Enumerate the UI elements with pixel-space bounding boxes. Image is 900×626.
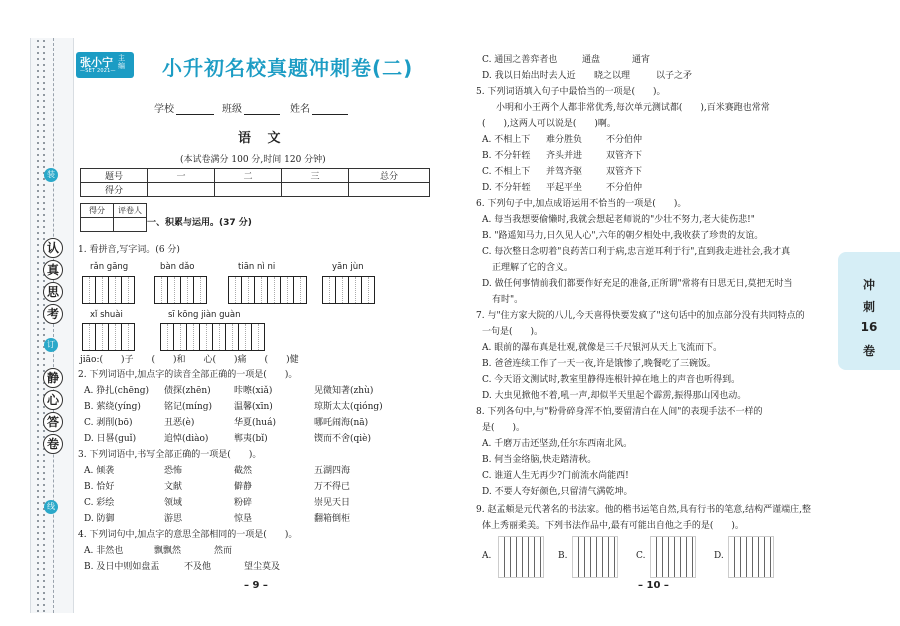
page-number: – 10 – [638, 580, 669, 591]
option-cell: C. 彩绘 [84, 498, 115, 508]
question-stem: 7. 与"住方家大院的八儿,今天喜得快要发疯了"这句话中的加点部分没有共同特点的 [476, 311, 805, 321]
binding-char: 心 [43, 390, 63, 410]
option-cell: C. 通国之善弈者也 [482, 55, 558, 65]
option-cell: 锲而不舍(qiè) [314, 434, 371, 444]
class-field[interactable] [222, 100, 280, 115]
question-stem: 2. 下列词语中,加点字的读音全部正确的一项是( )。 [78, 370, 298, 380]
pinyin-label: rǎn gāng [90, 262, 129, 272]
score-cell[interactable] [282, 183, 349, 197]
option-cell: A. 不相上下 [482, 135, 531, 145]
question-stem: 4. 下列词句中,加点字的意思全部相同的一项是( )。 [78, 530, 298, 540]
question-stem: 1. 看拼音,写字词。(6 分) [78, 245, 180, 255]
grader-label: 得分 [81, 204, 114, 218]
right-page [452, 0, 900, 626]
class-label: 班级 [222, 104, 242, 115]
question-line: 一句是( )。 [482, 327, 544, 337]
question-stem: 6. 下列句子中,加点成语运用不恰当的一项是( )。 [476, 199, 687, 209]
writing-grid[interactable] [154, 276, 207, 304]
option-cell: 飘飘然 [154, 546, 182, 556]
option-cell: 平起平坐 [546, 183, 583, 193]
question-line: 体上秀丽柔美。下列书法作品中,最有可能出自他之手的是( )。 [482, 521, 744, 531]
grader-cell[interactable] [81, 218, 114, 232]
option-cell: B. 不分轩轾 [482, 151, 531, 161]
option-cell: 文献 [164, 482, 183, 492]
option-cell: 万不得已 [314, 482, 351, 492]
logo-sub: —SET 2021— [80, 68, 116, 74]
side-tab-text: 刺 [862, 300, 875, 314]
score-header-cell: 三 [282, 169, 349, 183]
question-line: ( ),这两人可以说是( )啊。 [482, 119, 616, 129]
binding-char: 静 [43, 368, 63, 388]
binding-cut-line [53, 38, 54, 613]
option-label: C. [636, 551, 646, 561]
option-cell: 望尘莫及 [244, 562, 281, 572]
school-field[interactable] [154, 100, 214, 115]
binding-char: 真 [43, 260, 63, 280]
option-cell: 债探(zhēn) [164, 386, 211, 396]
option-cell: 哪吒闹海(nā) [314, 418, 369, 428]
binding-char: 认 [43, 238, 63, 258]
option-cell: 然而 [214, 546, 233, 556]
option-line: B. 爸爸连续工作了一天一夜,许是饿惨了,晚餐吃了三碗饭。 [482, 359, 717, 369]
question-stem: 3. 下列词语中,书写全部正确的一项是( )。 [78, 450, 262, 460]
pinyin-label: xǐ shuài [90, 310, 123, 320]
page-number: – 9 – [244, 580, 268, 591]
exam-note: (本试卷满分 100 分,时间 120 分钟) [180, 155, 326, 165]
option-cell: A. 倾袭 [84, 466, 115, 476]
binding-dots [35, 38, 45, 613]
score-header-cell: 题号 [81, 169, 148, 183]
grader-box [80, 203, 147, 232]
option-cell: 不分伯仲 [606, 183, 643, 193]
grader-cell[interactable] [114, 218, 147, 232]
side-tab-text: 冲 [862, 278, 875, 292]
option-cell: B. 萦绕(yíng) [84, 402, 141, 412]
section-title: 一、积累与运用。(37 分) [147, 218, 252, 228]
option-cell: 以子之矛 [656, 71, 693, 81]
option-cell: 惊垦 [234, 514, 253, 524]
option-line: A. 千磨万击还坚劲,任尔东西南北风。 [482, 439, 633, 449]
option-cell: C. 剥削(bō) [84, 418, 133, 428]
option-line: D. 做任何事情前我们都要作好充足的准备,正所谓"常将有日思无日,莫把无时当 [482, 279, 793, 289]
option-label: A. [482, 551, 492, 561]
score-header-cell: 总分 [349, 169, 430, 183]
option-line: C. 今天语文测试时,教室里静得连根针掉在地上的声音也听得到。 [482, 375, 741, 385]
option-cell: 晓之以理 [594, 71, 631, 81]
score-cell[interactable] [148, 183, 215, 197]
score-cell[interactable] [349, 183, 430, 197]
option-cell: 截然 [234, 466, 253, 476]
name-label: 姓名 [290, 104, 310, 115]
option-cell: 通盘 [582, 55, 601, 65]
binding-char: 答 [43, 412, 63, 432]
calligraphy-sample-image [728, 536, 774, 578]
option-cell: 咔嚓(xiǎ) [234, 386, 273, 396]
option-line: A. 每当我想要偷懒时,我就会想起老师说的"少壮不努力,老大徒伤悲!" [482, 215, 755, 225]
option-cell: 华夏(huá) [234, 418, 276, 428]
option-cell: 领域 [164, 498, 183, 508]
score-row-label: 得分 [81, 183, 148, 197]
option-cell: 追悼(diào) [164, 434, 209, 444]
option-cell: 温馨(xīn) [234, 402, 273, 412]
question-stem: 8. 下列各句中,与"粉骨碎身浑不怕,要留清白在人间"的表现手法不一样的 [476, 407, 763, 417]
option-line: 有时"。 [492, 295, 524, 305]
pinyin-label: yān jùn [332, 262, 364, 272]
grader-label: 评卷人 [114, 204, 147, 218]
option-line: 正理解了它的含义。 [492, 263, 574, 273]
question-line: jiāo:( )子 ( )和 心( )痛 ( )健 [80, 355, 299, 365]
writing-grid[interactable] [228, 276, 307, 304]
binding-char: 卷 [43, 434, 63, 454]
option-cell: 琼斯太太(qióng) [314, 402, 383, 412]
score-table [80, 168, 430, 197]
option-label: D. [714, 551, 724, 561]
option-cell: 五湖四海 [314, 466, 351, 476]
option-cell: 不及他 [184, 562, 212, 572]
option-cell: 翻箱倒柜 [314, 514, 351, 524]
name-field[interactable] [290, 100, 348, 115]
school-label: 学校 [154, 104, 174, 115]
publisher-logo [76, 52, 134, 78]
option-line: D. 不要人夸好颜色,只留清气满乾坤。 [482, 487, 633, 497]
binding-char: 考 [43, 304, 63, 324]
side-tab-text: 卷 [862, 344, 875, 358]
side-tab [838, 252, 900, 370]
option-cell: 齐头并进 [546, 151, 583, 161]
writing-grid[interactable] [82, 323, 135, 351]
score-cell[interactable] [215, 183, 282, 197]
option-line: C. 谁道人生无再少?门前流水尚能西! [482, 471, 629, 481]
option-cell: 郸夷(bǐ) [234, 434, 268, 444]
option-cell: 双管齐下 [606, 167, 643, 177]
question-line: 小明和小王两个人都非常优秀,每次单元测试都( ),百米赛跑也常常 [496, 103, 770, 113]
writing-grid[interactable] [160, 323, 265, 351]
option-cell: D. 我以日始出时去人近 [482, 71, 576, 81]
calligraphy-sample-image [650, 536, 696, 578]
binding-mark: 线 [44, 500, 58, 514]
binding-char: 思 [43, 282, 63, 302]
option-cell: B. 恰好 [84, 482, 115, 492]
option-label: B. [558, 551, 568, 561]
option-cell: 粉碎 [234, 498, 253, 508]
option-cell: 丑恶(è) [164, 418, 195, 428]
question-stem: 9. 赵孟頫是元代著名的书法家。他的楷书运笔自然,具有行书的笔意,结构严谨端庄,整 [476, 505, 812, 515]
pinyin-label: sī kōng jiàn guàn [168, 310, 241, 320]
option-cell: 难分胜负 [546, 135, 583, 145]
option-cell: 僻静 [234, 482, 253, 492]
score-table-header [81, 169, 430, 183]
binding-mark: 装 [44, 168, 58, 182]
option-cell: D. 不分轩轾 [482, 183, 531, 193]
pinyin-label: bàn dǎo [160, 262, 195, 272]
side-tab-text: 16 [860, 320, 878, 334]
pinyin-label: tiān nì ni [238, 262, 276, 272]
calligraphy-sample-image [572, 536, 618, 578]
option-cell: 双管齐下 [606, 151, 643, 161]
option-cell: C. 不相上下 [482, 167, 531, 177]
option-cell: 游思 [164, 514, 183, 524]
binding-strip [30, 38, 74, 613]
score-header-cell: 一 [148, 169, 215, 183]
option-cell: 恐怖 [164, 466, 183, 476]
option-cell: A. 非然也 [84, 546, 124, 556]
option-cell: 铭记(míng) [164, 402, 212, 412]
writing-grid[interactable] [82, 276, 135, 304]
option-cell: 不分伯仲 [606, 135, 643, 145]
exam-title: 小升初名校真题冲刺卷(二) [162, 56, 414, 80]
writing-grid[interactable] [322, 276, 375, 304]
option-cell: A. 狰扎(chēng) [84, 386, 149, 396]
calligraphy-sample-image [498, 536, 544, 578]
option-line: C. 每次整日念叨着"良药苦口利于病,忠言逆耳利于行",直到我走进社会,我才真 [482, 247, 791, 257]
option-cell: 见微知著(zhù) [314, 386, 374, 396]
option-cell: D. 日晷(guǐ) [84, 434, 137, 444]
option-line: B. "路遥知马力,日久见人心",六年的朝夕相处中,我收获了珍贵的友谊。 [482, 231, 764, 241]
option-cell: B. 及日中则如盘盂 [84, 562, 160, 572]
option-line: D. 大虫见掀他不着,吼一声,却似半天里起个霹雳,振得那山冈也动。 [482, 391, 747, 401]
logo-name: 张小宁 [80, 56, 113, 69]
logo-role: 主编 [118, 54, 125, 70]
score-table-row [81, 183, 430, 197]
score-header-cell: 二 [215, 169, 282, 183]
option-line: A. 眼前的瀑布真是壮观,就像是三千尺银河从天上飞流而下。 [482, 343, 723, 353]
option-cell: 通宵 [632, 55, 651, 65]
option-cell: D. 防御 [84, 514, 115, 524]
question-stem: 5. 下列词语填入句子中最恰当的一项是( )。 [476, 87, 666, 97]
binding-mark: 订 [44, 338, 58, 352]
option-cell: 崇见天日 [314, 498, 351, 508]
option-line: B. 何当金络脑,快走踏清秋。 [482, 455, 597, 465]
question-line: 是( )。 [482, 423, 526, 433]
option-cell: 并驾齐驱 [546, 167, 583, 177]
subject-title: 语 文 [238, 131, 287, 146]
